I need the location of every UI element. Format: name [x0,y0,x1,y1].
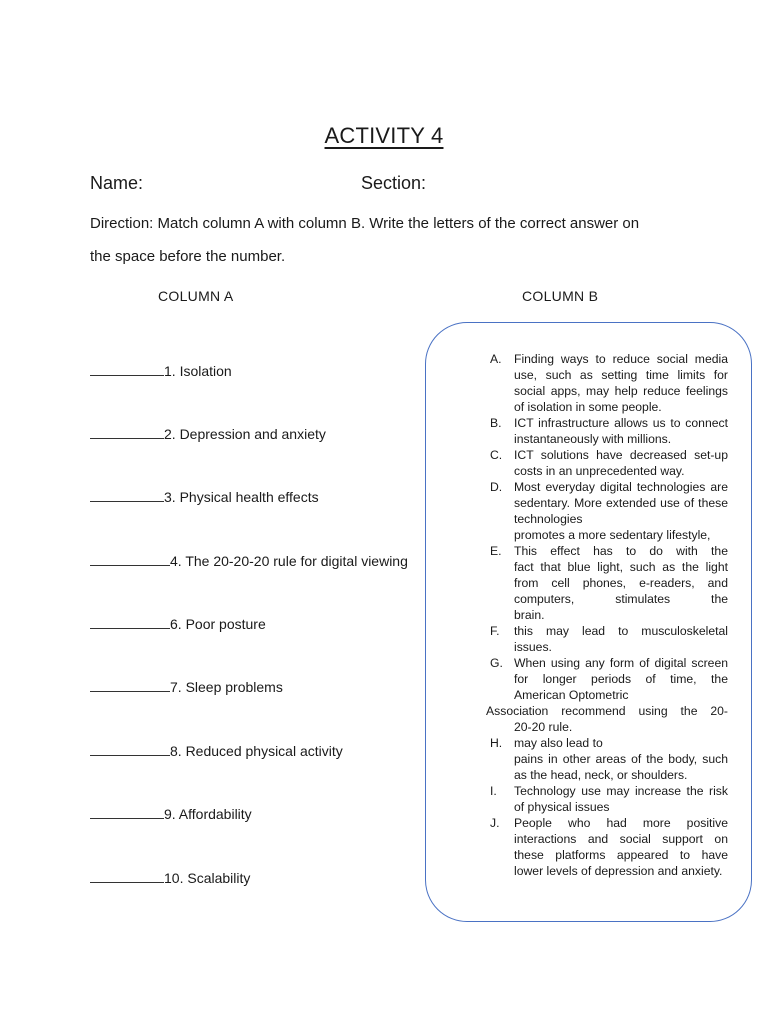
choice-letter: H. [490,736,503,750]
answer-blank[interactable] [90,741,170,756]
column-b-header: COLUMN B [522,288,599,304]
column-b-choice [486,623,728,655]
choice-line: issues. [514,640,552,654]
choice-line: sedentary. More extended use of these [514,496,728,510]
choice-letter: C. [490,448,503,462]
column-a-item-text: 7. Sleep problems [170,679,283,695]
choice-line: this may lead to musculoskeletal [514,624,728,638]
column-b-choice [486,479,728,543]
choice-line: interactions and social support on [514,832,728,846]
choice-line: for longer periods of time, the [514,672,728,686]
answer-blank[interactable] [90,677,170,692]
choice-letter: F. [490,624,500,638]
column-a-item-text: 9. Affordability [164,806,252,822]
column-b-choice [486,735,728,783]
name-label: Name: [90,173,144,193]
answer-blank[interactable] [90,361,164,376]
column-b-choice [486,351,728,415]
choice-line: 20-20 rule. [514,720,573,734]
column-a-item [90,804,252,822]
section-label: Section: [361,173,427,193]
column-a-item [90,424,326,442]
column-b-choice [486,447,728,479]
choice-letter: B. [490,416,502,430]
choice-line: these platforms appeared to have [514,848,728,862]
column-a-item-text: 4. The 20-20-20 rule for digital viewing [170,553,408,569]
column-b-choice [486,415,728,447]
column-a-item [90,551,408,569]
choice-line: as the head, neck, or shoulders. [514,768,688,782]
column-a-item [90,741,343,759]
choice-line: social apps, may help reduce feelings [514,384,728,398]
choice-line: brain. [514,608,545,622]
answer-blank[interactable] [90,551,170,566]
column-a-item-text: 1. Isolation [164,363,232,379]
answer-blank[interactable] [90,487,164,502]
choice-line: When using any form of digital screen [514,656,728,670]
column-a-item [90,614,266,632]
column-b-choice [486,783,728,815]
choice-line: from cell phones, e-readers, and [514,576,728,590]
column-a-item-text: 3. Physical health effects [164,489,319,505]
column-b-choice [486,655,728,735]
column-a-item-text: 8. Reduced physical activity [170,743,343,759]
choice-line: of isolation in some people. [514,400,662,414]
column-b-choices [486,351,728,879]
choice-line: of physical issues [514,800,610,814]
choice-line: fact that blue light, such as the light [514,560,728,574]
choice-line: use, such as setting time limits for [514,368,728,382]
choice-line: Finding ways to reduce social media [514,352,728,366]
column-a-item-text: 2. Depression and anxiety [164,426,326,442]
choice-line: costs in an unprecedented way. [514,464,685,478]
choice-line: technologies [514,512,583,526]
answer-blank[interactable] [90,614,170,629]
choice-line: This effect has to do with the [514,544,728,558]
choice-letter: G. [490,656,503,670]
choice-line: promotes a more sedentary lifestyle, [514,528,711,542]
column-a-header: COLUMN A [158,288,234,304]
activity-title-text: ACTIVITY 4 [324,123,444,148]
choice-letter: J. [490,816,500,830]
choice-letter: I. [490,784,497,798]
choice-line: American Optometric [514,688,629,702]
column-a-item [90,868,250,886]
choice-line: pains in other areas of the body, such [514,752,728,766]
column-a-item-text: 10. Scalability [164,870,251,886]
choice-line: Association recommend using the 20- [486,704,728,718]
column-a-item-text: 6. Poor posture [170,616,266,632]
activity-title [0,123,768,149]
choice-letter: E. [490,544,502,558]
choice-letter: D. [490,480,503,494]
choice-line: lower levels of depression and anxiety. [514,864,723,878]
choice-line: People who had more positive [514,816,728,830]
answer-blank[interactable] [90,424,164,439]
direction-line-2: the space before the number. [90,248,286,265]
choice-line: ICT infrastructure allows us to connect [514,416,728,430]
column-b-choice [486,815,728,879]
answer-blank[interactable] [90,804,164,819]
choice-line: computers, stimulates the [514,592,728,606]
column-a-item [90,361,232,379]
choice-line: ICT solutions have decreased set-up [514,448,728,462]
answer-blank[interactable] [90,868,164,883]
column-a-item [90,677,283,695]
choice-letter: A. [490,352,502,366]
column-b-choice [486,543,728,623]
choice-line: Technology use may increase the risk [514,784,728,798]
choice-line: instantaneously with millions. [514,432,672,446]
choice-line: may also lead to [514,736,603,750]
direction-line-1: Direction: Match column A with column B. Write the letters of the correct answer on [90,215,640,232]
column-a-item [90,487,319,505]
choice-line: Most everyday digital technologies are [514,480,728,494]
